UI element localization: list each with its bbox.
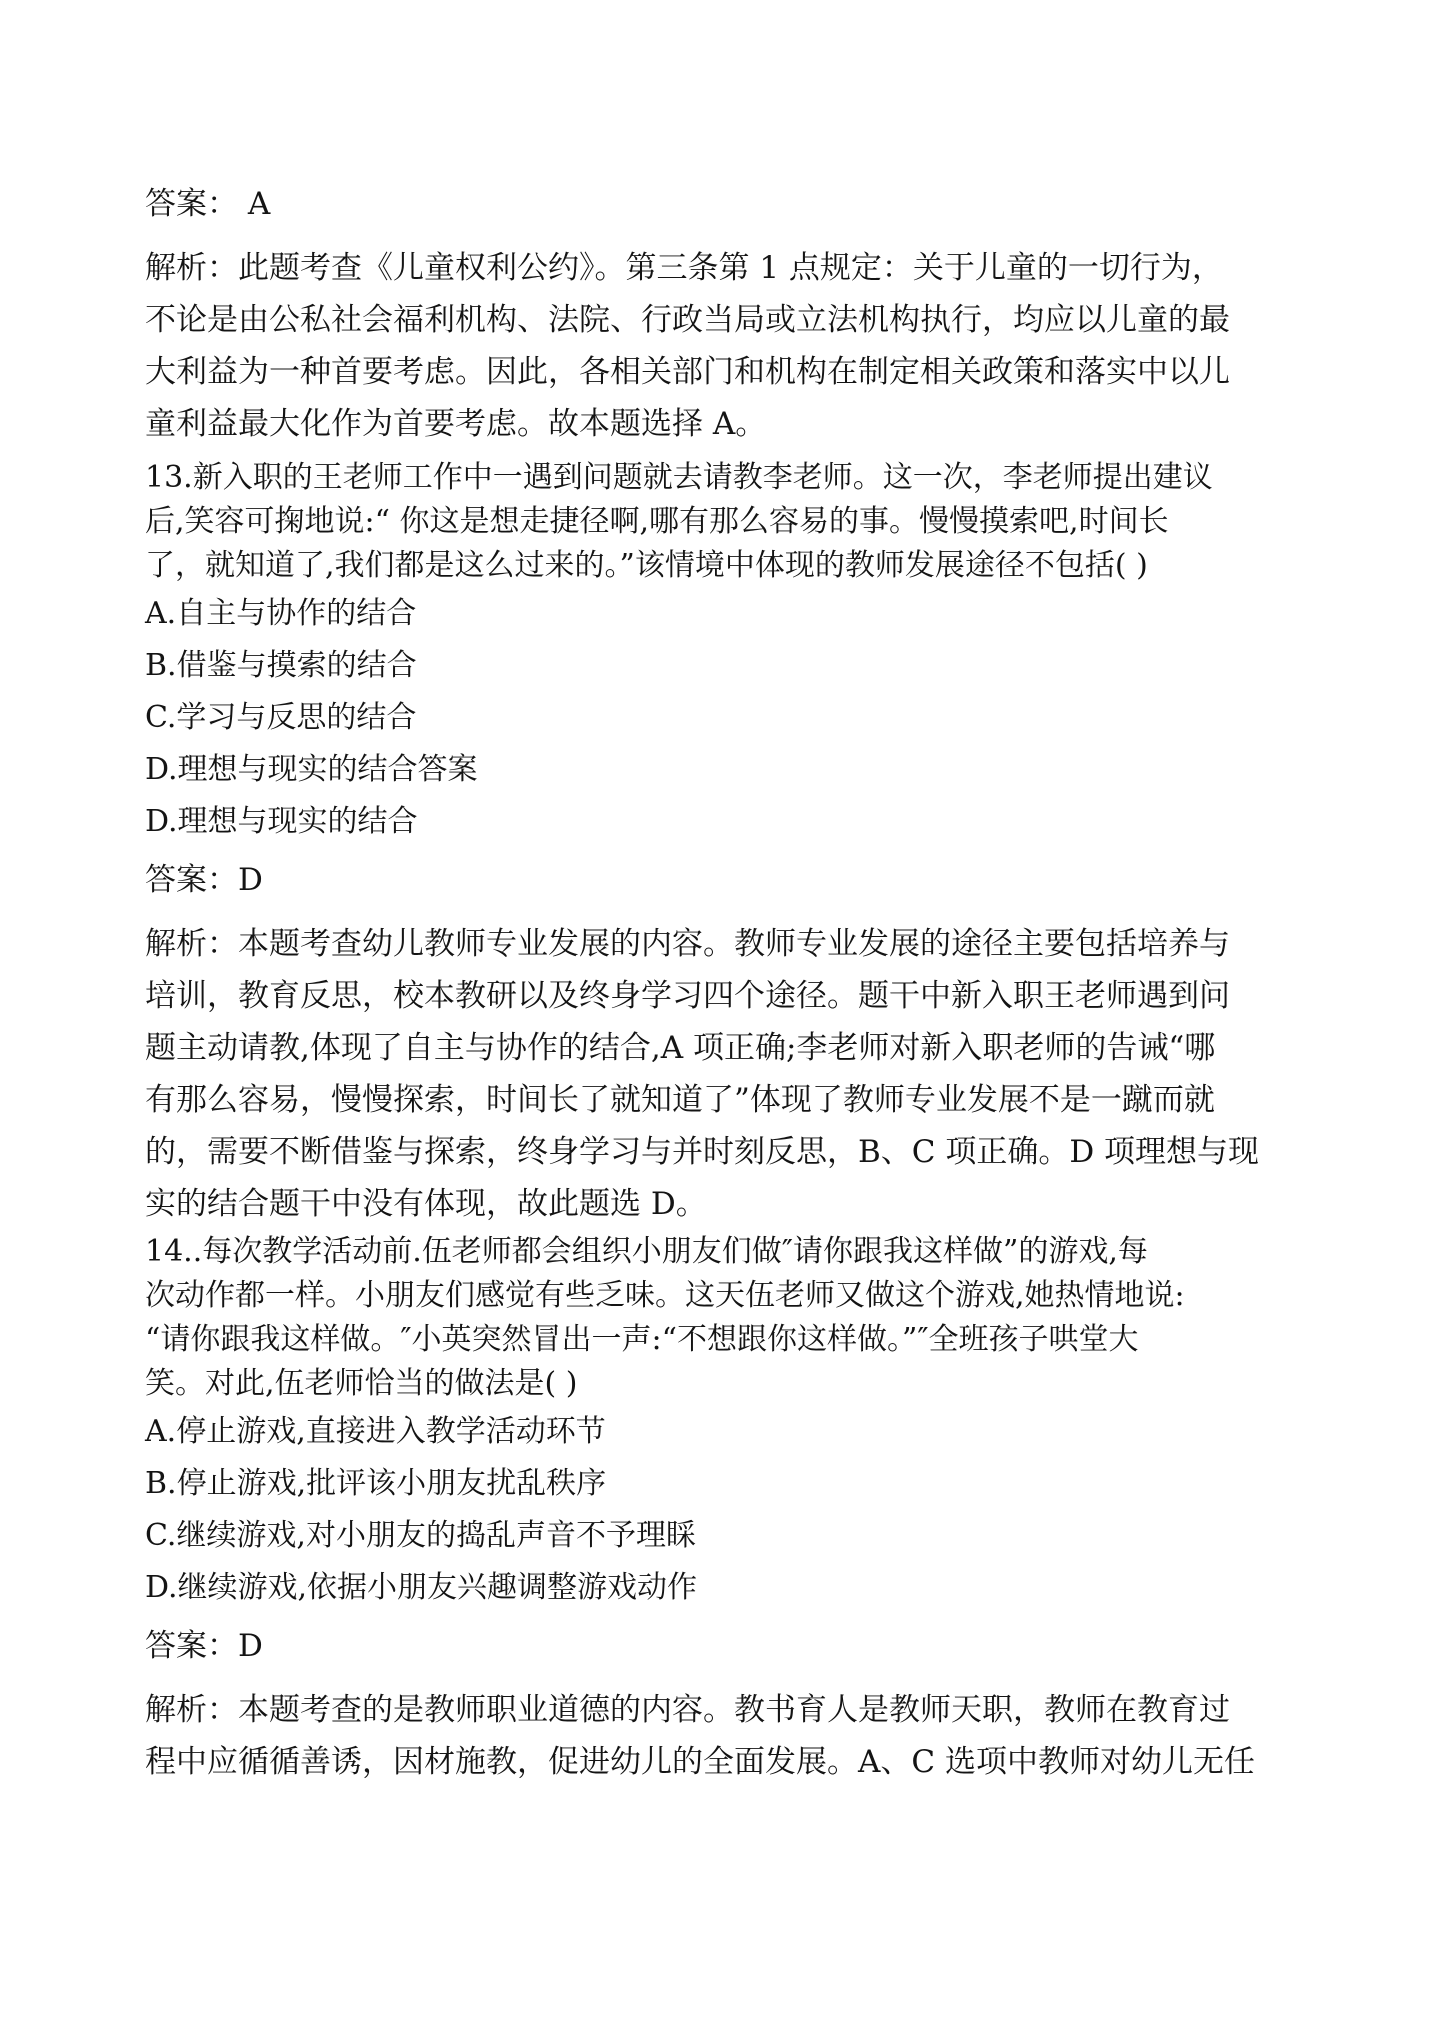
answer-line: 答案：D (145, 1628, 263, 1664)
explanation-line: 解析：本题考查幼儿教师专业发展的内容。教师专业发展的途径主要包括培养与 (145, 926, 1230, 962)
option-c: C.继续游戏,对小朋友的捣乱声音不予理睬 (145, 1518, 696, 1553)
options-q14 (145, 1406, 1315, 1614)
option-a: A.停止游戏,直接进入教学活动环节 (145, 1414, 606, 1449)
answer-line: 答案：D (145, 862, 263, 898)
answer-q12 (145, 178, 1315, 230)
explanation-line: 实的结合题干中没有体现，故此题选 D。 (145, 1186, 707, 1222)
option-b: B.借鉴与摸索的结合 (145, 648, 417, 683)
document-content (145, 178, 1315, 1788)
option-b: B.停止游戏,批评该小朋友扰乱秩序 (145, 1466, 607, 1501)
question-line: 次动作都一样。小朋友们感觉有些乏味。这天伍老师又做这个游戏,她热情地说: (145, 1278, 1185, 1313)
answer-q14 (145, 1620, 1315, 1672)
option-d: D.继续游戏,依据小朋友兴趣调整游戏动作 (145, 1570, 698, 1605)
explanation-line: 大利益为一种首要考虑。因此，各相关部门和机构在制定相关政策和落实中以儿 (145, 354, 1230, 390)
option-a: A.自主与协作的结合 (145, 596, 417, 631)
question-line: “请你跟我这样做。″小英突然冒出一声:“不想跟你这样做。”″全班孩子哄堂大 (145, 1322, 1139, 1357)
question-line: 笑。对此,伍老师恰当的做法是( ) (145, 1366, 578, 1401)
explanation-q14 (145, 1684, 1315, 1788)
options-q13 (145, 588, 1315, 848)
question-line: 13.新入职的王老师工作中一遇到问题就去请教李老师。这一次，李老师提出建议 (145, 460, 1213, 495)
explanation-line: 程中应循循善诱，因材施教，促进幼儿的全面发展。A、C 选项中教师对幼儿无任 (145, 1744, 1255, 1780)
explanation-line: 题主动请教,体现了自主与协作的结合,A 项正确;李老师对新入职老师的告诫“哪 (145, 1030, 1216, 1066)
question-line: 14..每次教学活动前.伍老师都会组织小朋友们做″请你跟我这样做”的游戏,每 (145, 1234, 1148, 1269)
explanation-line: 不论是由公私社会福利机构、法院、行政当局或立法机构执行，均应以儿童的最 (145, 302, 1230, 338)
answer-line: 答案： A (145, 186, 271, 222)
explanation-line: 的，需要不断借鉴与探索，终身学习与并时刻反思，B、C 项正确。D 项理想与现 (145, 1134, 1260, 1170)
explanation-line: 童利益最大化作为首要考虑。故本题选择 A。 (145, 406, 767, 442)
explanation-line: 有那么容易，慢慢探索，时间长了就知道了”体现了教师专业发展不是一蹴而就 (145, 1082, 1215, 1118)
explanation-line: 解析：此题考查《儿童权利公约》。第三条第 1 点规定：关于儿童的一切行为， (145, 250, 1223, 286)
option-d: D.理想与现实的结合答案 (145, 752, 478, 787)
answer-q13 (145, 854, 1315, 906)
explanation-q12 (145, 242, 1315, 450)
question-line: 后,笑容可掬地说:“ 你这是想走捷径啊,哪有那么容易的事。慢慢摸索吧,时间长 (145, 504, 1169, 539)
question-14 (145, 1230, 1315, 1406)
explanation-line: 培训，教育反思，校本教研以及终身学习四个途径。题干中新入职王老师遇到问 (145, 978, 1230, 1014)
option-d-repeat: D.理想与现实的结合 (145, 804, 418, 839)
option-c: C.学习与反思的结合 (145, 700, 417, 735)
explanation-line: 解析：本题考查的是教师职业道德的内容。教书育人是教师天职，教师在教育过 (145, 1692, 1230, 1728)
question-line: 了，就知道了,我们都是这么过来的。”该情境中体现的教师发展途径不包括( ) (145, 548, 1148, 583)
explanation-q13 (145, 918, 1315, 1230)
question-13 (145, 456, 1315, 588)
